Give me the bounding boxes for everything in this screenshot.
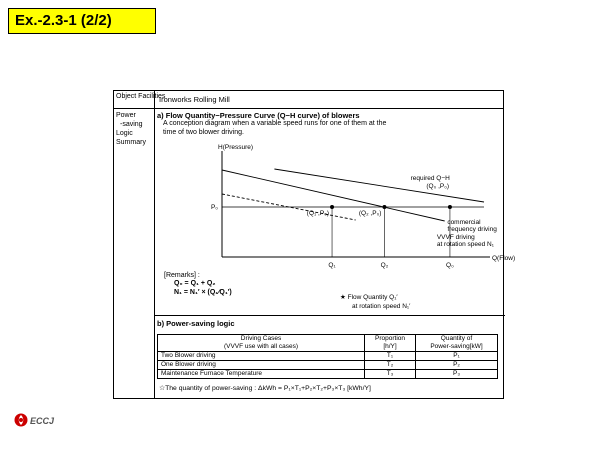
row-case: Two Blower driving [158, 352, 365, 361]
x-tick-label: Q₂ [380, 262, 389, 269]
commercial-annotation: commercial [447, 219, 481, 226]
row-quantity: P₃ [416, 370, 498, 379]
y-tick-label: P₀ [210, 204, 218, 211]
row-quantity: P₁ [416, 352, 498, 361]
power-saving-formula: ☆The quantity of power-saving : ΔkWh = P₁×T₁+P₂×T₂+P₃×T₃ [kWh/Y] [159, 385, 371, 392]
header-quantity: Quantity of Power-saving[kW] [416, 335, 498, 352]
operating-point [448, 205, 452, 209]
summary-label-line: Summary [116, 139, 146, 146]
table-row [158, 352, 498, 361]
x-axis-label: Q(Flow) [492, 255, 516, 262]
summary-label [116, 111, 146, 147]
header-proportion: Proportion [h/Y] [365, 335, 416, 352]
object-facilities-value: Ironworks Rolling Mill [159, 95, 230, 104]
summary-label-line: Logic [116, 130, 133, 137]
remarks-eq2: N₁ = N₁′ × (Q₁∕Q₁′) [174, 289, 232, 296]
row-case: Maintenance Furnace Temperature [158, 370, 365, 379]
required-annotation: required Q−H [410, 175, 450, 182]
object-facilities-label: Object Facilities [116, 93, 166, 100]
x-tick-label: Q₀ [446, 262, 454, 269]
row-proportion: T₂ [365, 361, 416, 370]
row-proportion: T₁ [365, 352, 416, 361]
commercial-annotation: frequency driving [447, 226, 497, 233]
section-a-description [163, 119, 386, 137]
summary-label-line: -saving [120, 121, 143, 128]
required-annotation: (Q₀ ,P₀) [426, 183, 450, 190]
chart-layer [211, 144, 515, 269]
operating-point [382, 205, 386, 209]
section-a-heading: a) Flow Quantity−Pressure Curve (Q−H curve) of blowers [157, 111, 360, 120]
section-b-heading: b) Power-saving logic [157, 319, 235, 328]
table-row [158, 361, 498, 370]
table-row [158, 370, 498, 379]
power-saving-table [157, 334, 498, 379]
star-line: ★ Flow Quantity Q₁′ [340, 294, 398, 301]
eccj-logo-icon [14, 413, 28, 427]
header-driving-cases: Driving Cases (VVVF use with all cases) [158, 335, 365, 352]
qh-curve-chart [156, 139, 516, 269]
logo-text: ECCJ [30, 416, 55, 426]
vvvf-annotation: VVVF driving [436, 234, 475, 241]
summary-label-line: Power [116, 112, 136, 119]
star-line: at rotation speed N₁′ [352, 303, 411, 310]
row-divider [114, 108, 503, 109]
summary-sheet [113, 90, 516, 399]
row-quantity: P₂ [416, 361, 498, 370]
table-header-row [158, 335, 498, 352]
point-label: (Q₁ ,P₀) [306, 210, 330, 217]
y-axis-label: H(Pressure) [218, 144, 254, 151]
operating-point [330, 205, 334, 209]
remarks-star-note [340, 293, 410, 311]
section-divider [155, 315, 505, 316]
vvvf-annotation: at rotation speed N₁ [436, 241, 494, 248]
remarks-heading: [Remarks] : [164, 272, 200, 279]
remarks-eq1: Q₀ = Q₁ + Q₂ [174, 280, 216, 287]
desc-line: A conception diagram when a variable speed runs for one of them at the [163, 120, 387, 127]
row-proportion: T₃ [365, 370, 416, 379]
x-tick-label: Q₁ [328, 262, 336, 269]
series-line [274, 169, 484, 202]
point-label: (Q₂ ,P₀) [358, 210, 382, 217]
row-case: One Blower driving [158, 361, 365, 370]
slide-title: Ex.-2.3-1 (2/2) [8, 8, 156, 34]
desc-line: time of two blower driving. [163, 129, 244, 136]
